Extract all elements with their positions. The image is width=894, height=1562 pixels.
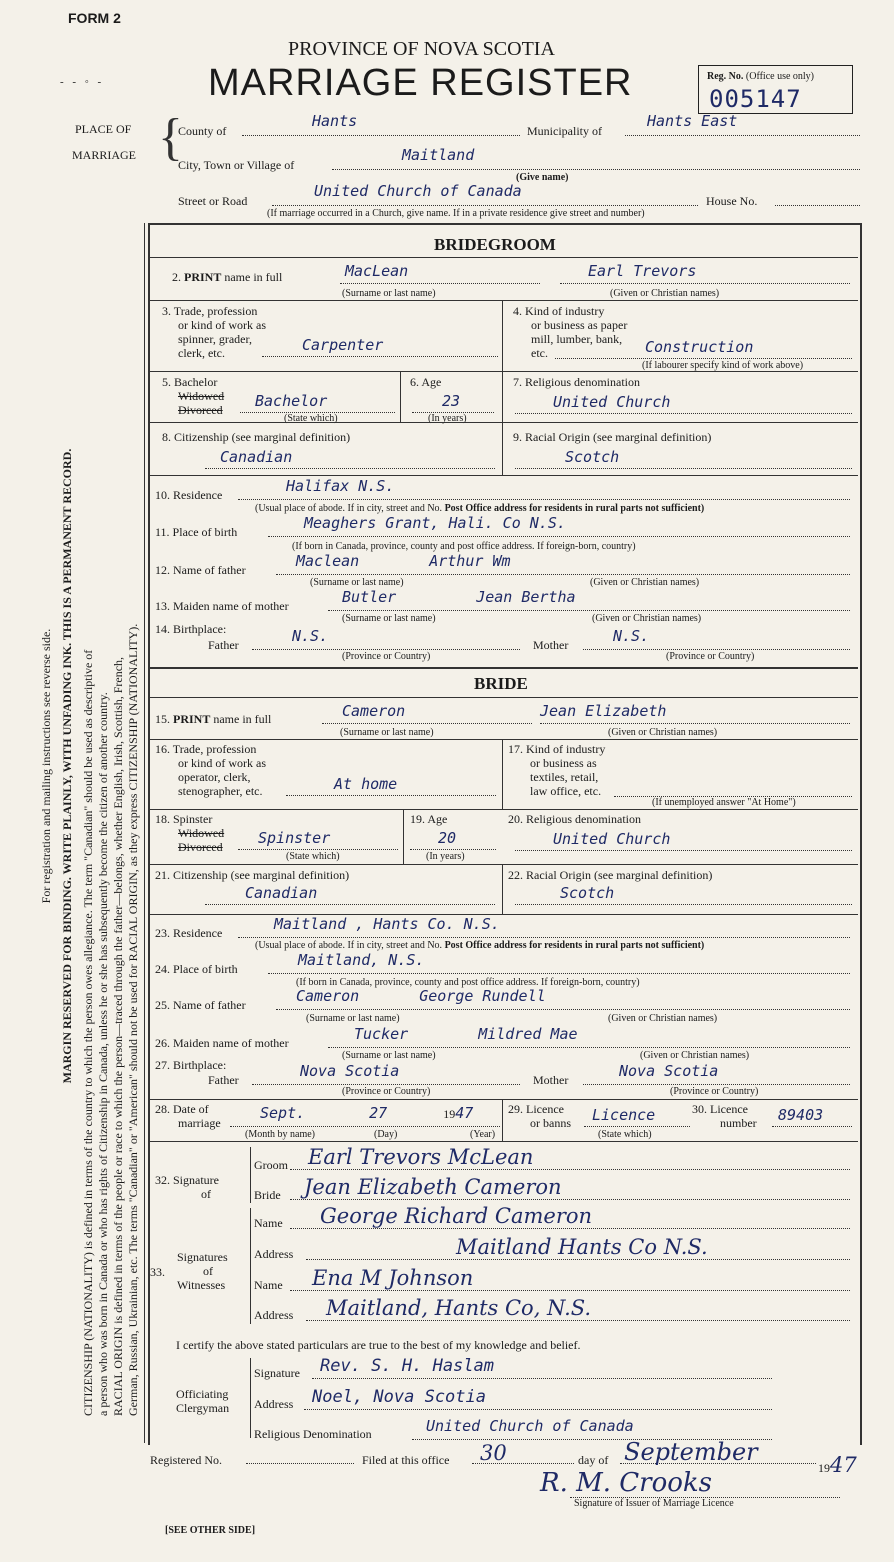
county-field: Hants	[242, 112, 520, 136]
bride-rule-2	[150, 739, 858, 740]
bride-q19-label: 19. Age	[410, 812, 448, 826]
witness1-address: Maitland Hants Co N.S.	[306, 1235, 850, 1260]
sig-bracket-2	[250, 1208, 251, 1324]
reg-label: Reg. No. (Office use only)	[707, 71, 815, 82]
bride-industry-note: (If unemployed answer "At Home")	[652, 797, 796, 808]
place-label-1: PLACE OF	[75, 122, 132, 136]
groom-father-field: Maclean Arthur Wm	[276, 552, 850, 575]
groom-status-note: (State which)	[284, 413, 338, 424]
groom-mother-field: Butler Jean Bertha	[328, 588, 850, 611]
groom-birth-note: (If born in Canada, province, county and post office address. If foreign-born, country)	[292, 541, 636, 552]
place-label-2: MARRIAGE	[72, 148, 137, 162]
bride-q24-label: 24. Place of birth	[155, 962, 238, 976]
bride-age-field: 20	[410, 829, 496, 850]
groom-q10-label: 10. Residence	[155, 488, 223, 502]
w2-name-label: Name	[254, 1278, 283, 1292]
licence-number-field: 89403	[772, 1106, 852, 1127]
give-name-note: (Give name)	[516, 172, 569, 183]
issuer-label: Signature of Issuer of Marriage Licence	[574, 1498, 734, 1509]
street-field: United Church of Canada	[272, 182, 698, 206]
bride-mother-surname-note: (Surname or last name)	[342, 1050, 436, 1061]
officiating-label: Officiating Clergyman	[176, 1387, 230, 1415]
bride-father-field: Cameron George Rundell	[276, 987, 850, 1010]
bride-signature: Jean Elizabeth Cameron	[290, 1175, 850, 1200]
groom-q5-label: 5. Bachelor Widowed Divorced	[162, 375, 225, 417]
dash-mark: - - ◦ -	[60, 76, 105, 88]
clergy-denomination: United Church of Canada	[412, 1417, 772, 1440]
bride-q16-label: 16. Trade, profession or kind of work as operator, clerk, stenographer, etc.	[155, 742, 266, 798]
q28-label: 28. Date of marriage	[155, 1102, 221, 1130]
groom-industry-note: (If labourer specify kind of work above)	[642, 360, 804, 371]
clergy-sig-label: Signature	[254, 1366, 300, 1380]
reg-number: 005147	[709, 85, 802, 113]
certify-text: I certify the above stated particulars are true to the best of my knowledge and belief.	[176, 1338, 581, 1352]
bride-age-note: (In years)	[426, 851, 465, 862]
place-brace: {	[158, 109, 183, 166]
groom-q11-label: 11. Place of birth	[155, 525, 238, 539]
groom-surname-field: MacLean	[340, 262, 540, 284]
groom-q12-label: 12. Name of father	[155, 563, 246, 577]
q29-label: 29. Licence or banns	[508, 1102, 571, 1130]
licence-type-field: Licence	[584, 1106, 690, 1127]
bride-father-surname-note: (Surname or last name)	[306, 1013, 400, 1024]
bride-industry-field	[614, 776, 852, 797]
sig-bracket-3	[250, 1358, 251, 1438]
groom-section-title: BRIDEGROOM	[434, 235, 556, 254]
bride-given-field: Jean Elizabeth	[540, 702, 850, 724]
groom-birth-field: Meaghers Grant, Hali. Co N.S.	[268, 514, 850, 537]
groom-father-bp-field: N.S.	[252, 627, 520, 650]
w2-address-label: Address	[254, 1308, 294, 1322]
filed-day-field: 30	[472, 1441, 574, 1464]
bride-q21-label: 21. Citizenship (see marginal definition)	[155, 868, 350, 882]
groom-mother-given-note: (Given or Christian names)	[592, 613, 702, 624]
q30-label: 30. Licence number	[692, 1102, 757, 1130]
margin-line-5: RACIAL ORIGIN is defined in terms of the people or race to which the person—traced through the father—belongs, whether English, Irish, Scottish, French,	[111, 656, 125, 1416]
groom-father-surname-note: (Surname or last name)	[310, 577, 404, 588]
bride-q23-label: 23. Residence	[155, 926, 223, 940]
day-note: (Day)	[374, 1129, 398, 1140]
city-label: City, Town or Village of	[178, 158, 295, 172]
bride-given-note: (Given or Christian names)	[608, 727, 718, 738]
bride-birth-field: Maitland, N.S.	[268, 951, 850, 974]
groom-given-field: Earl Trevors	[560, 262, 850, 284]
bride-q20-label: 20. Religious denomination	[508, 812, 641, 826]
margin-line-6: German, Russian, Ukrainian, etc. The terms "Canadian" or "American" should not be used for RACIAL ORIGIN, as they express CITIZENSHIP (NATIONALITY).	[126, 623, 140, 1416]
bride-surname-note: (Surname or last name)	[340, 727, 434, 738]
bride-trade-field: At home	[286, 775, 496, 796]
bride-status-note: (State which)	[286, 851, 340, 862]
groom-rule-3	[150, 371, 858, 372]
street-note: (If marriage occurred in a Church, give name. If in a private residence give street and number)	[267, 208, 645, 219]
bride-surname-field: Cameron	[322, 702, 532, 724]
licence-type-note: (State which)	[598, 1129, 652, 1140]
bride-mother-bp-label: Mother	[533, 1073, 569, 1087]
witness2-address: Maitland, Hants Co, N.S.	[306, 1296, 850, 1321]
bride-mother-bp-note: (Province or Country)	[670, 1086, 759, 1097]
bride-father-given-note: (Given or Christian names)	[608, 1013, 718, 1024]
bride-father-bp-label: Father	[208, 1073, 239, 1087]
groom-citizenship-field: Canadian	[205, 448, 495, 469]
margin-line-4: a person who was born in Canada or who has rights of Citizenship in Canada, unless he or she has subsequently become the citizen of another country.	[96, 692, 110, 1416]
bride-father-bp-note: (Province or Country)	[342, 1086, 431, 1097]
groom-residence-field: Halifax N.S.	[238, 477, 850, 500]
year-note: (Year)	[470, 1129, 496, 1140]
groom-rule-4	[150, 422, 858, 423]
bride-section-title: BRIDE	[474, 674, 528, 693]
municipality-label: Municipality of	[527, 124, 602, 138]
province-title: PROVINCE OF NOVA SCOTIA	[288, 38, 555, 60]
bride-mother-bp-field: Nova Scotia	[583, 1062, 850, 1085]
margin-line-2: MARGIN RESERVED FOR BINDING. WRITE PLAINLY, WITH UNFADING INK. THIS IS A PERMANENT RECORD.	[60, 448, 74, 1084]
sig-bracket-1	[250, 1147, 251, 1203]
form-number: FORM 2	[68, 10, 121, 26]
groom-q6-label: 6. Age	[410, 375, 442, 389]
month-note: (Month by name)	[245, 1129, 315, 1140]
groom-father-bp-label: Father	[208, 638, 239, 652]
bride-col-divider-2	[502, 864, 503, 914]
groom-mother-bp-label: Mother	[533, 638, 569, 652]
bride-top-rule	[150, 667, 858, 669]
street-label: Street or Road	[178, 194, 248, 208]
frame-inner-line	[144, 223, 145, 1443]
licence-divider	[502, 1099, 503, 1141]
bride-q27-label: 27. Birthplace:	[155, 1058, 227, 1072]
groom-col-divider-2	[502, 422, 503, 475]
bride-rule-4	[150, 864, 858, 865]
clergy-address-label: Address	[254, 1397, 294, 1411]
q32-label: 32. Signature of	[155, 1173, 219, 1201]
groom-racial-field: Scotch	[515, 448, 852, 469]
bride-residence-note: (Usual place of abode. If in city, street and No. Post Office address for residents in rural parts not sufficient)	[255, 940, 705, 951]
issuer-signature: R. M. Crooks	[540, 1468, 712, 1498]
groom-surname-note: (Surname or last name)	[342, 288, 436, 299]
clergy-denom-label: Religious Denomination	[254, 1427, 372, 1441]
city-field: Maitland	[332, 146, 860, 170]
groom-col-divider	[502, 300, 503, 422]
clergy-address: Noel, Nova Scotia	[304, 1387, 772, 1410]
groom-mother-bp-field: N.S.	[583, 627, 850, 650]
bride-mother-field: Tucker Mildred Mae	[328, 1025, 850, 1048]
registered-label: Registered No.	[150, 1453, 222, 1467]
bride-racial-field: Scotch	[515, 884, 852, 905]
bride-q18-label: 18. Spinster Widowed Divorced	[155, 812, 225, 854]
bride-col-divider	[502, 739, 503, 809]
groom-q7-label: 7. Religious denomination	[513, 375, 640, 389]
bride-q15-label: 15. PRINT name in full	[155, 712, 272, 726]
bride-status-field: Spinster	[238, 829, 398, 850]
filed-month-field: September	[620, 1438, 816, 1464]
groom-age-note: (In years)	[428, 413, 467, 424]
clergy-signature: Rev. S. H. Haslam	[312, 1356, 772, 1379]
bride-birth-note: (If born in Canada, province, county and post office address. If foreign-born, country)	[296, 977, 640, 988]
bride-residence-field: Maitland , Hants Co. N.S.	[238, 915, 850, 938]
bride-father-bp-field: Nova Scotia	[252, 1062, 520, 1085]
groom-trade-field: Carpenter	[262, 336, 498, 357]
groom-q2-label: 2. PRINT name in full	[172, 270, 283, 284]
bride-age-divider	[403, 809, 404, 864]
witness-label: Signatures of Witnesses	[177, 1250, 228, 1292]
filed-label: Filed at this office	[362, 1453, 450, 1467]
groom-mother-bp-note: (Province or Country)	[666, 651, 755, 662]
bride-q26-label: 26. Maiden name of mother	[155, 1036, 289, 1050]
bride-q22-label: 22. Racial Origin (see marginal definition)	[508, 868, 713, 882]
municipality-field: Hants East	[625, 112, 860, 136]
marriage-date-field: Sept. 27 1947	[230, 1104, 500, 1127]
marriage-top-rule	[150, 1099, 858, 1100]
groom-age-field: 23	[412, 392, 494, 413]
w1-name-label: Name	[254, 1216, 283, 1230]
groom-rule-5	[150, 475, 858, 476]
margin-line-1: For registration and mailing instructions see reverse side.	[39, 628, 53, 904]
witness2-name: Ena M Johnson	[290, 1266, 850, 1291]
bride-mother-given-note: (Given or Christian names)	[640, 1050, 750, 1061]
bride-title-rule	[150, 697, 858, 698]
w1-address-label: Address	[254, 1247, 294, 1261]
groom-status-field: Bachelor	[240, 392, 395, 413]
registered-field	[246, 1441, 354, 1464]
groom-q4-label: 4. Kind of industry or business as paper mill, lumber, bank, etc.	[513, 304, 628, 360]
groom-sig-label: Groom	[254, 1158, 288, 1172]
groom-age-divider	[400, 371, 401, 422]
bride-religion-field: United Church	[515, 830, 852, 851]
groom-given-note: (Given or Christian names)	[610, 288, 720, 299]
groom-religion-field: United Church	[515, 393, 852, 414]
groom-q9-label: 9. Racial Origin (see marginal definition)	[513, 430, 712, 444]
see-other-side: [SEE OTHER SIDE]	[165, 1525, 256, 1536]
groom-father-given-note: (Given or Christian names)	[590, 577, 700, 588]
margin-instructions	[39, 116, 141, 1416]
house-label: House No.	[706, 194, 758, 208]
groom-q13-label: 13. Maiden name of mother	[155, 599, 289, 613]
house-field	[775, 182, 860, 206]
groom-mother-surname-note: (Surname or last name)	[342, 613, 436, 624]
day-of-label: day of	[578, 1453, 609, 1467]
groom-father-bp-note: (Province or Country)	[342, 651, 431, 662]
bride-rule-3	[150, 809, 858, 810]
signature-top-rule	[150, 1141, 858, 1142]
q33-label: 33.	[150, 1265, 165, 1279]
county-label: County of	[178, 124, 227, 138]
filed-year-label: 1947	[818, 1453, 857, 1477]
groom-residence-note: (Usual place of abode. If in city, street and No. Post Office address for residents in rural parts not sufficient)	[255, 503, 705, 514]
groom-rule-2	[150, 300, 858, 301]
groom-signature: Earl Trevors McLean	[290, 1145, 850, 1170]
groom-q3-label: 3. Trade, profession or kind of work as spinner, grader, clerk, etc.	[162, 304, 266, 360]
margin-line-3: CITIZENSHIP (NATIONALITY) is defined in terms of the country to which the person owes allegiance. The term "Canadian" should be used as descriptive of	[81, 649, 95, 1416]
bride-citizenship-field: Canadian	[205, 884, 495, 905]
witness1-name: George Richard Cameron	[290, 1204, 850, 1229]
bride-q25-label: 25. Name of father	[155, 998, 246, 1012]
bride-sig-label: Bride	[254, 1188, 281, 1202]
groom-title-rule	[150, 257, 858, 258]
page-title: MARRIAGE REGISTER	[208, 62, 633, 104]
reg-box	[698, 65, 853, 114]
bride-q17-label: 17. Kind of industry or business as textiles, retail, law office, etc.	[508, 742, 606, 798]
groom-industry-field: Construction	[555, 338, 852, 359]
groom-q8-label: 8. Citizenship (see marginal definition)	[162, 430, 351, 444]
groom-q14-label: 14. Birthplace:	[155, 622, 227, 636]
